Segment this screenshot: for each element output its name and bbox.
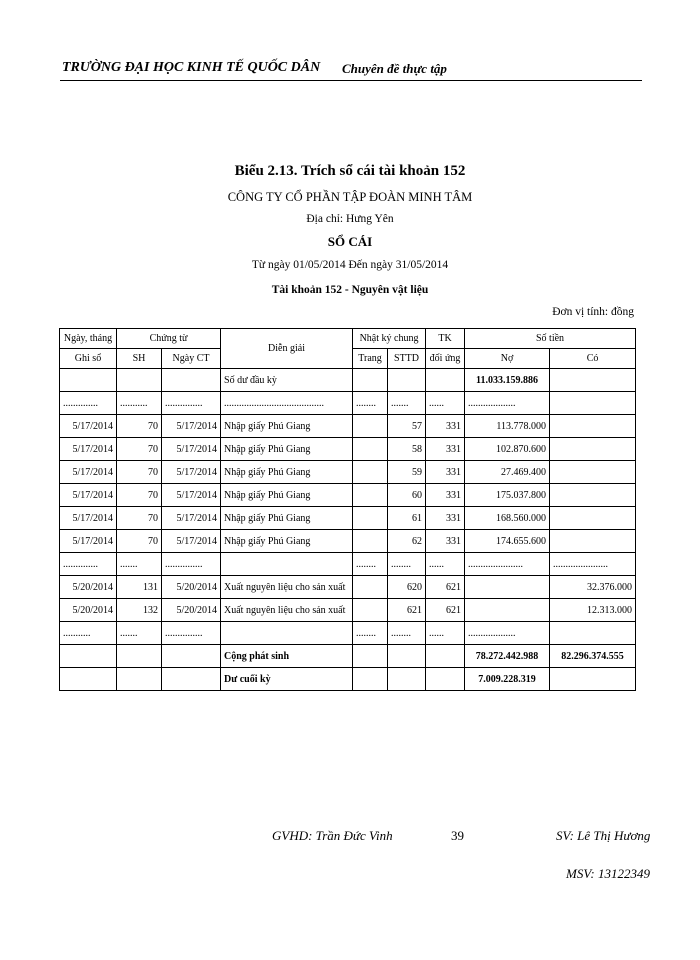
ledger-heading: SỔ CÁI <box>327 234 373 249</box>
col-tk-2: đối ứng <box>426 349 465 369</box>
contra-account: 621 <box>426 576 465 599</box>
debit-amount: 174.655.600 <box>465 530 550 553</box>
voucher-number: 70 <box>117 507 162 530</box>
journal-page <box>353 530 388 553</box>
contra-account: 331 <box>426 530 465 553</box>
totals-debit: 78.272.442.988 <box>465 645 550 668</box>
transaction-row <box>60 438 636 461</box>
transaction-row <box>60 461 636 484</box>
voucher-date: 5/17/2014 <box>162 415 221 438</box>
credit-amount <box>550 484 636 507</box>
debit-amount <box>465 599 550 622</box>
contra-account: 331 <box>426 438 465 461</box>
journal-line: 57 <box>388 415 426 438</box>
header-divider <box>60 80 642 81</box>
credit-amount <box>550 507 636 530</box>
dots: ....... <box>117 622 162 645</box>
voucher-number: 70 <box>117 461 162 484</box>
transaction-row <box>60 530 636 553</box>
dots: ........................................ <box>221 392 353 415</box>
voucher-number: 70 <box>117 438 162 461</box>
transaction-row <box>60 576 636 599</box>
dots: ...................... <box>550 553 636 576</box>
voucher-date: 5/17/2014 <box>162 461 221 484</box>
debit-amount: 113.778.000 <box>465 415 550 438</box>
col-voucher: Chứng từ <box>117 329 221 349</box>
header-row-1 <box>60 329 636 349</box>
debit-amount: 175.037.800 <box>465 484 550 507</box>
contra-account: 331 <box>426 507 465 530</box>
credit-amount <box>550 415 636 438</box>
transaction-row <box>60 507 636 530</box>
dots: ........ <box>388 553 426 576</box>
dots: .............. <box>60 553 117 576</box>
entry-description: Xuất nguyên liệu cho sản xuất <box>221 576 353 599</box>
entry-date: 5/20/2014 <box>60 599 117 622</box>
entry-date: 5/17/2014 <box>60 507 117 530</box>
col-description: Diễn giải <box>221 329 353 369</box>
col-credit: Có <box>550 349 636 369</box>
ellipsis-row <box>60 392 636 415</box>
entry-date: 5/17/2014 <box>60 415 117 438</box>
dots: ...... <box>426 622 465 645</box>
voucher-date: 5/17/2014 <box>162 507 221 530</box>
contra-account: 331 <box>426 484 465 507</box>
credit-amount <box>550 438 636 461</box>
contra-account: 331 <box>426 461 465 484</box>
transaction-row <box>60 484 636 507</box>
entry-description: Xuất nguyên liệu cho sản xuất <box>221 599 353 622</box>
opening-debit: 11.033.159.886 <box>465 369 550 392</box>
contra-account: 621 <box>426 599 465 622</box>
closing-debit: 7.009.228.319 <box>465 668 550 691</box>
dots: ...................... <box>465 553 550 576</box>
dots: ................... <box>465 622 550 645</box>
totals-label: Cộng phát sinh <box>221 645 353 668</box>
page-number: 39 <box>451 828 464 843</box>
dots: ........ <box>353 553 388 576</box>
account-name: Tài khoản 152 - Nguyên vật liệu <box>271 284 429 296</box>
entry-date: 5/17/2014 <box>60 484 117 507</box>
journal-page <box>353 576 388 599</box>
voucher-date: 5/17/2014 <box>162 530 221 553</box>
col-voucher-date: Ngày CT <box>162 349 221 369</box>
entry-description: Nhập giấy Phú Giang <box>221 415 353 438</box>
dots: ............... <box>162 622 221 645</box>
voucher-number: 70 <box>117 484 162 507</box>
dots: ...... <box>426 553 465 576</box>
voucher-number: 70 <box>117 415 162 438</box>
journal-page <box>353 461 388 484</box>
journal-page <box>353 415 388 438</box>
company-address: Địa chỉ: Hưng Yên <box>306 213 394 225</box>
dots: ........ <box>353 622 388 645</box>
journal-page <box>353 438 388 461</box>
voucher-date: 5/17/2014 <box>162 438 221 461</box>
col-date-2: Ghi sổ <box>60 349 117 369</box>
journal-page <box>353 599 388 622</box>
entry-date: 5/17/2014 <box>60 530 117 553</box>
credit-amount <box>550 530 636 553</box>
voucher-number: 131 <box>117 576 162 599</box>
debit-amount <box>465 576 550 599</box>
student-id: MSV: 13122349 <box>566 866 651 881</box>
company-name: CÔNG TY CỔ PHẦN TẬP ĐOÀN MINH TÂM <box>227 190 473 204</box>
supervisor-name: GVHD: Trần Đức Vinh <box>272 828 393 843</box>
currency-unit: Đơn vị tính: đồng <box>552 306 634 318</box>
entry-description: Nhập giấy Phú Giang <box>221 438 353 461</box>
debit-amount: 27.469.400 <box>465 461 550 484</box>
totals-credit: 82.296.374.555 <box>550 645 636 668</box>
entry-description: Nhập giấy Phú Giang <box>221 484 353 507</box>
journal-page <box>353 507 388 530</box>
dots: ....... <box>388 392 426 415</box>
entry-date: 5/17/2014 <box>60 438 117 461</box>
col-line: STTD <box>388 349 426 369</box>
dots: .............. <box>60 392 117 415</box>
dots: ....... <box>117 553 162 576</box>
credit-amount <box>550 461 636 484</box>
university-name: TRƯỜNG ĐẠI HỌC KINH TẾ QUỐC DÂN <box>62 60 321 75</box>
entry-description: Nhập giấy Phú Giang <box>221 530 353 553</box>
journal-line: 59 <box>388 461 426 484</box>
student-name: SV: Lê Thị Hương <box>556 828 651 843</box>
journal-line: 621 <box>388 599 426 622</box>
dots: ........... <box>60 622 117 645</box>
opening-label: Số dư đầu kỳ <box>221 369 353 392</box>
col-debit: Nợ <box>465 349 550 369</box>
document-title: Biểu 2.13. Trích sổ cái tài khoản 152 <box>234 163 466 179</box>
dots: ........ <box>388 622 426 645</box>
entry-date: 5/17/2014 <box>60 461 117 484</box>
col-sh: SH <box>117 349 162 369</box>
voucher-date: 5/20/2014 <box>162 599 221 622</box>
transaction-row <box>60 599 636 622</box>
dots: ........ <box>353 392 388 415</box>
col-journal: Nhật ký chung <box>353 329 426 349</box>
ledger-table <box>59 328 636 691</box>
entry-description: Nhập giấy Phú Giang <box>221 507 353 530</box>
dots: ............... <box>162 392 221 415</box>
dots: ............... <box>162 553 221 576</box>
ledger-period: Từ ngày 01/05/2014 Đến ngày 31/05/2014 <box>251 259 449 271</box>
dots: ................... <box>465 392 550 415</box>
entry-description: Nhập giấy Phú Giang <box>221 461 353 484</box>
voucher-number: 70 <box>117 530 162 553</box>
journal-line: 620 <box>388 576 426 599</box>
opening-balance-row <box>60 369 636 392</box>
report-subject: Chuyên đề thực tập <box>342 61 447 76</box>
col-page: Trang <box>353 349 388 369</box>
credit-amount: 32.376.000 <box>550 576 636 599</box>
col-amount: Số tiền <box>465 329 636 349</box>
contra-account: 331 <box>426 415 465 438</box>
journal-line: 61 <box>388 507 426 530</box>
ellipsis-row <box>60 622 636 645</box>
dots: ........... <box>117 392 162 415</box>
closing-balance-row <box>60 668 636 691</box>
dots: ...... <box>426 392 465 415</box>
totals-row <box>60 645 636 668</box>
voucher-date: 5/17/2014 <box>162 484 221 507</box>
transaction-row <box>60 415 636 438</box>
debit-amount: 102.870.600 <box>465 438 550 461</box>
journal-line: 62 <box>388 530 426 553</box>
voucher-date: 5/20/2014 <box>162 576 221 599</box>
ellipsis-row <box>60 553 636 576</box>
debit-amount: 168.560.000 <box>465 507 550 530</box>
credit-amount: 12.313.000 <box>550 599 636 622</box>
journal-line: 60 <box>388 484 426 507</box>
voucher-number: 132 <box>117 599 162 622</box>
journal-line: 58 <box>388 438 426 461</box>
col-date: Ngày, tháng <box>60 329 117 349</box>
journal-page <box>353 484 388 507</box>
closing-label: Dư cuối kỳ <box>221 668 353 691</box>
col-tk: TK <box>426 329 465 349</box>
entry-date: 5/20/2014 <box>60 576 117 599</box>
